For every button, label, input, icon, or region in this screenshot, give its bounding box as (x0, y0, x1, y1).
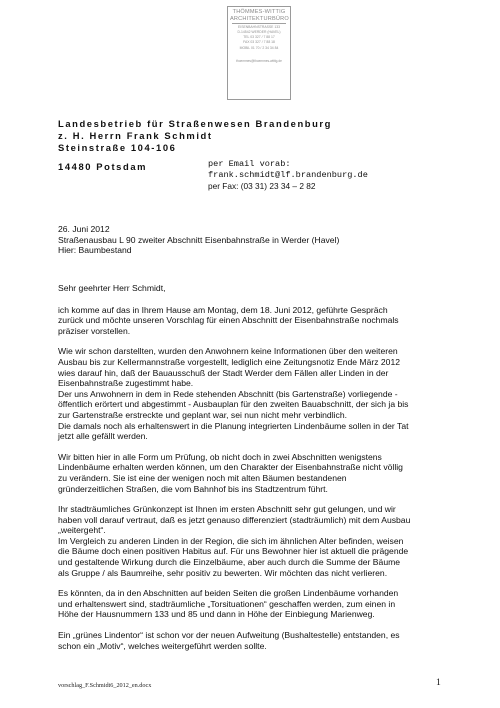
body-line: zur Gartenstraße erstreckte und geplant war, sei nun nicht mehr verbindlich. (58, 409, 347, 420)
letter-date: 26. Juni 2012 (58, 224, 110, 234)
body-line: öffentlich erörtert und abgestimmt - Ausbauplan für den zweiten Bauabschnitt, der sich ja bis (58, 399, 409, 410)
body-line: Ein „grünes Lindentor“ ist schon vor der neuen Aufweitung (Bushaltestelle) entstanden, es (58, 630, 400, 641)
page-number: 1 (436, 677, 441, 688)
body-line: Höhe der Hausnummern 133 und 85 und dann in Höhe der Einbiegung Marienweg. (58, 609, 375, 620)
body-line: Wir bitten hier in alle Form um Prüfung, ob nicht doch in zwei Abschnitten wenigstens (58, 451, 382, 462)
recipient-attention: z. H. Herrn Frank Schmidt (58, 130, 213, 141)
letterhead-address-line: TEL 03 327 / 7 88 17 (243, 35, 275, 40)
footer-filename: vorschlag_F.Schmidt6_2012_en.docx (58, 682, 152, 689)
body-line: schon ein „Motiv“, welches weitergeführt werden sollte. (58, 640, 267, 651)
letterhead-address-line: FAX 03 327 / 7 88 18 (243, 40, 275, 45)
body-line: und gestaltende Wirkung durch die Einzelbäume, aber auch durch die Summe der Bäume (58, 557, 401, 568)
body-line: Lindenbäume erhalten werden können, um den Charakter der Eisenbahnstraße nicht völlig (58, 462, 403, 473)
recipient-block (58, 118, 332, 154)
body-line: Eisenbahnstraße zugestimmt habe. (58, 378, 194, 389)
body-line: „weitergeht“. (58, 525, 106, 536)
subject-detail: Hier: Baumbestand (58, 245, 132, 256)
body-line: und erhaltenswert sind, stadträumliche „Torsituationen“ geschaffen werden, zum einen in (58, 598, 396, 609)
letterhead-email: thoemmes@thoemmes-wittig.de (236, 58, 282, 63)
letterhead-address-line: MOBIL 01 70 / 2 34 34 84 (239, 45, 279, 50)
body-line: Wie wir schon darstellten, wurden den Anwohnern keine Informationen über den weiteren (58, 346, 398, 357)
letterhead-address-line: D-14542 WERDER (HAVEL) (237, 30, 281, 35)
body-line: die Bäume doch einen positiven Habitus auf. Für uns Bewohner hier ist aktuell die prägende (58, 546, 409, 557)
letterhead-firm-line2: ARCHITEKTURBÜRO (230, 15, 289, 22)
body-line: haben voll darauf vertraut, daß es jetzt genauso differenziert (stadträumlich) mit dem Ausbau (58, 514, 411, 525)
email-address: frank.schmidt@lf.brandenburg.de (208, 169, 368, 180)
letterhead-divider (232, 23, 286, 24)
body-line: als Gruppe / als Baumreihe, sehr positiv zu bewerten. Wir möchten das nicht verlieren. (58, 567, 388, 578)
email-block (208, 159, 368, 180)
recipient-city: 14480 Potsdam (58, 161, 148, 172)
body-line: zu verändern. Sie ist eine der wenigen noch mit alten Bäumen bestandenen (58, 472, 347, 483)
letterhead-box (227, 6, 291, 100)
subject-line: Straßenausbau L 90 zweiter Abschnitt Eisenbahnstraße in Werder (Havel) (58, 234, 340, 245)
salutation: Sehr geehrter Herr Schmidt, (58, 283, 166, 293)
letterhead-firm-line1: THÖMMES-WITTIG (232, 9, 286, 15)
body-line: Der uns Anwohnern in dem in Rede stehenden Abschnitt (bis Gartenstraße) vorliegende - (58, 388, 398, 399)
letterhead-address-line: EISENBAHNSTRASSE 133 (237, 25, 281, 30)
body-line: Ihr stadträumliches Grünkonzept ist Ihnen im ersten Abschnitt sehr gut gelungen, und wir (58, 504, 396, 515)
body-line: Ausbau bis zur Kellermannstraße vorgestellt, lediglich eine Zeitungsnotiz Ende März 2012 (58, 356, 401, 367)
letter-body (58, 283, 463, 651)
body-line: jetzt alle gefällt werden. (58, 431, 148, 442)
body-line: wies darauf hin, daß der Bauausschuß der Stadt Werder dem Fällen aller Linden in der (58, 367, 389, 378)
recipient-organisation: Landesbetrieb für Straßenwesen Brandenburg (58, 118, 333, 129)
body-line: zurück und möchte unseren Vorschlag für einen Abschnitt der Eisenbahnstraße nochmals (58, 315, 399, 326)
date-subject-block (58, 224, 339, 256)
body-line: ich komme auf das in Ihrem Hause am Montag, dem 18. Juni 2012, geführte Gespräch (58, 304, 388, 315)
body-line: präziser vorstellen. (58, 325, 131, 336)
body-line: Im Vergleich zu anderen Linden in der Region, die sich im ähnlichen Alter befinden, weisen (58, 535, 404, 546)
email-label: per Email vorab: (208, 159, 291, 169)
recipient-street: Steinstraße 104-106 (58, 142, 177, 153)
fax-line: per Fax: (03 31) 23 34 – 2 82 (208, 181, 316, 191)
body-line: Die damals noch als erhaltenswert in die Planung integrierten Lindenbäume sollen in der Tat (58, 420, 409, 431)
body-line: Es könnten, da in den Abschnitten auf beiden Seiten die großen Lindenbäume vorhanden (58, 588, 399, 599)
body-line: gründerzeitlichen Straßen, die vom Bahnhof bis ins Stadtzentrum führt. (58, 483, 328, 494)
